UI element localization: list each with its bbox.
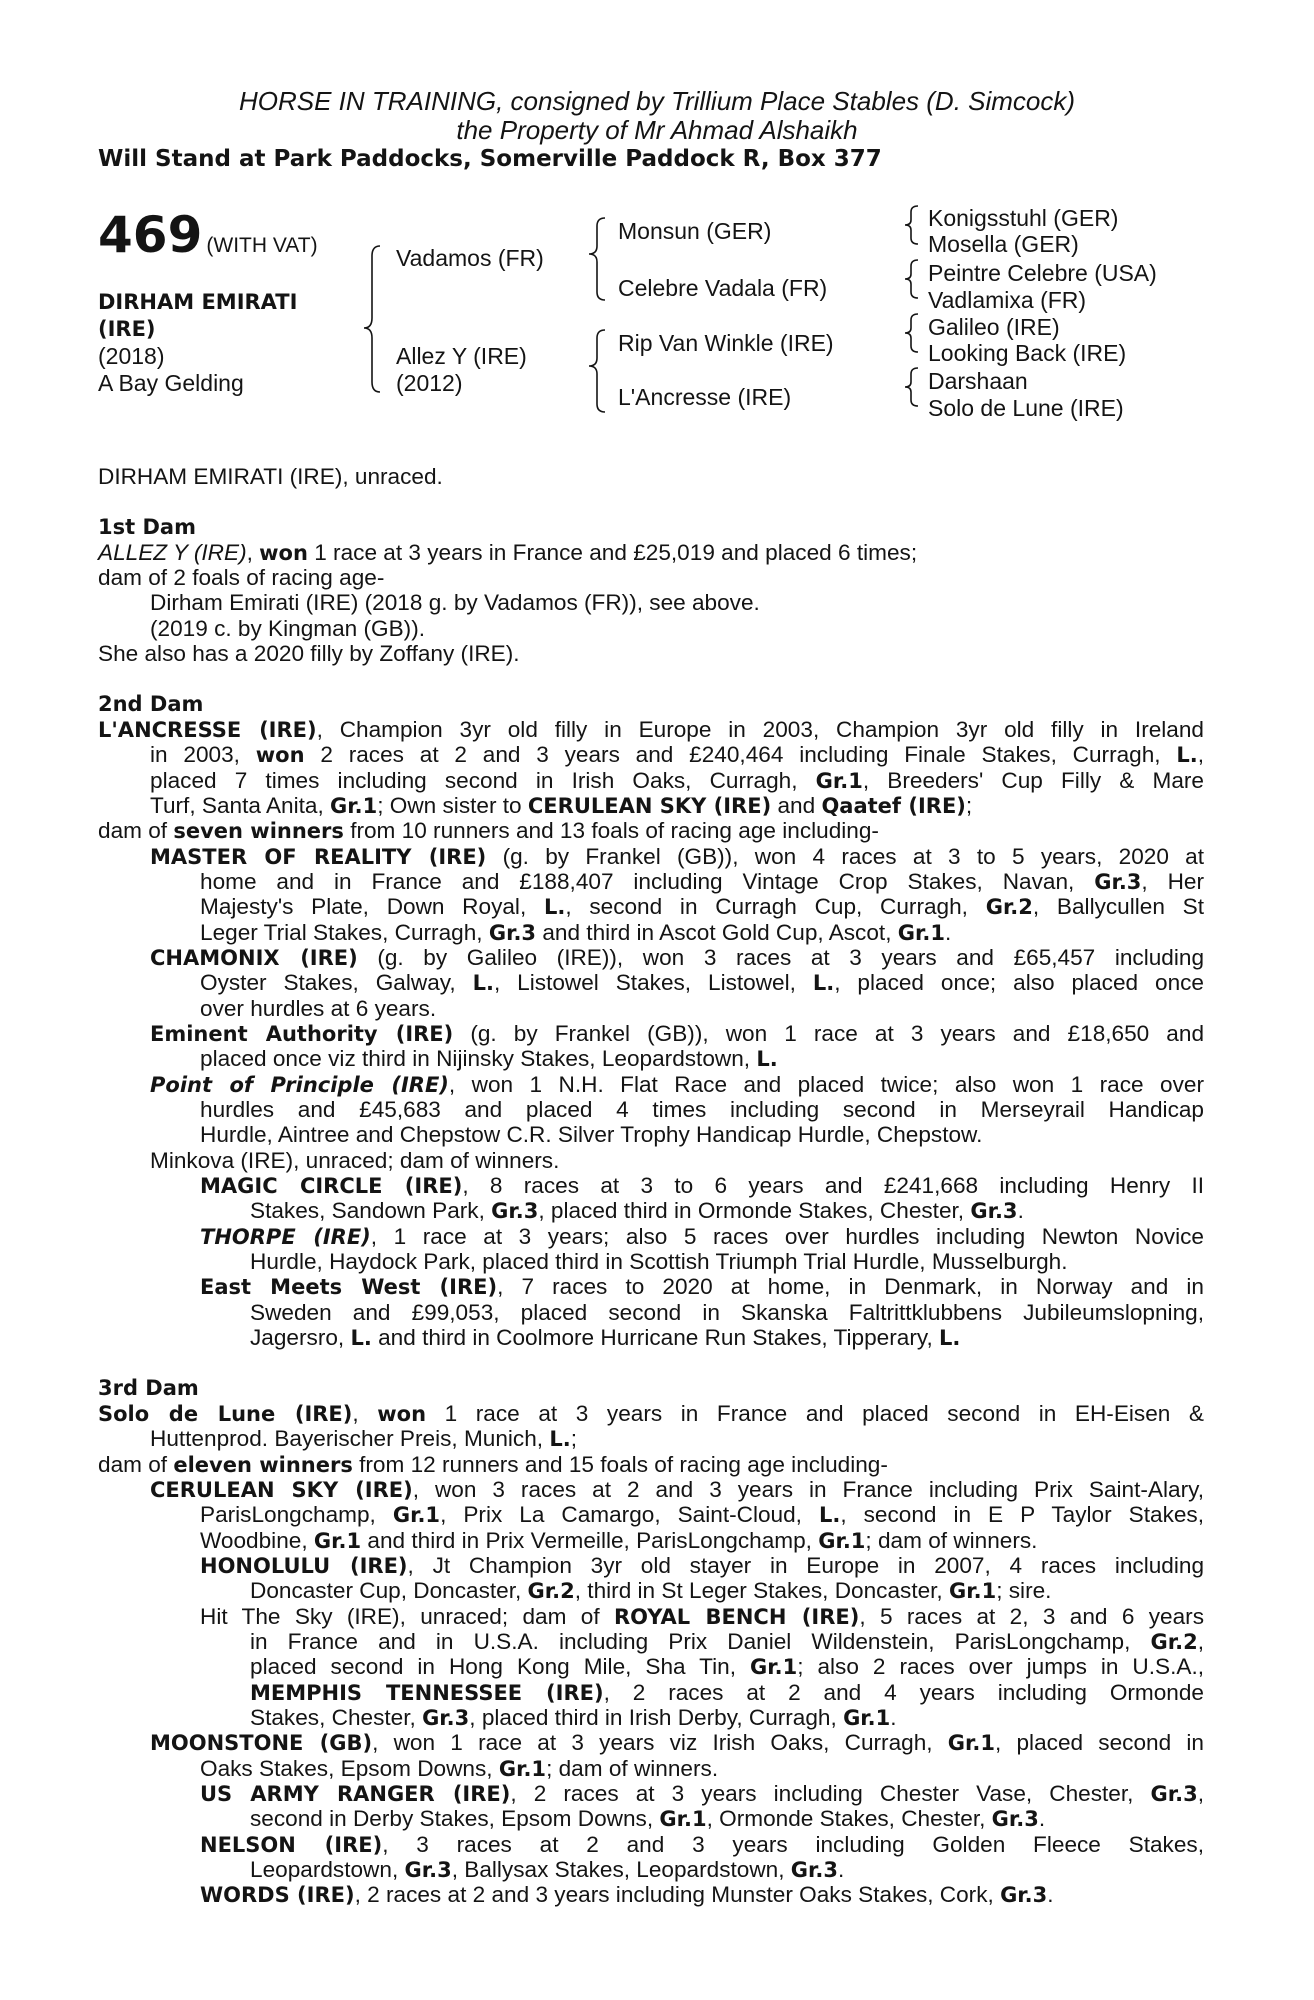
third-dam-record-2: Huttenprod. Bayerischer Preis, Munich, L.; bbox=[150, 1426, 577, 1451]
third-dam-heading: 3rd Dam bbox=[98, 1376, 199, 1400]
second-dam-line-3: placed 7 times including second in Irish Oaks, Curragh, Gr.1, Breeders' Cup Filly & Mare bbox=[150, 768, 1204, 793]
produce-eminent-authority-2: placed once viz third in Nijinsky Stakes, Leopardstown, L. bbox=[200, 1046, 778, 1071]
produce-hit-the-sky: Hit The Sky (IRE), unraced; dam of ROYAL BENCH (IRE), 5 races at 2, 3 and 6 years bbox=[200, 1604, 1205, 1629]
third-dam-record: Solo de Lune (IRE), won 1 race at 3 years in France and placed second in EH-Eisen & bbox=[98, 1401, 1204, 1426]
grandproduce-us-army-ranger: US ARMY RANGER (IRE), 2 races at 3 years including Chester Vase, Chester, Gr.3, bbox=[200, 1781, 1204, 1806]
produce-cerulean-sky-3: Woodbine, Gr.1 and third in Prix Vermeille, ParisLongchamp, Gr.1; dam of winners. bbox=[200, 1528, 1038, 1553]
lot-number: 469 bbox=[98, 206, 203, 264]
horse-name-line1: DIRHAM EMIRATI bbox=[98, 290, 298, 314]
produce-chamonix-2: Oyster Stakes, Galway, L., Listowel Stakes, Listowel, L., placed once; also placed once bbox=[200, 970, 1204, 995]
grandproduce-east-meets-west: East Meets West (IRE), 7 races to 2020 at home, in Denmark, in Norway and in bbox=[200, 1274, 1204, 1299]
produce-master-of-reality-2: home and in France and £188,407 including Vintage Crop Stakes, Navan, Gr.3, Her bbox=[200, 869, 1204, 894]
horse-name-line2: (IRE) bbox=[98, 317, 156, 341]
grandproduce-honolulu-2: Doncaster Cup, Doncaster, Gr.2, third in St Leger Stakes, Doncaster, Gr.1; sire. bbox=[250, 1578, 1052, 1603]
pedigree-sire-sire: Monsun (GER) bbox=[618, 218, 772, 244]
produce-chamonix-3: over hurdles at 6 years. bbox=[200, 996, 437, 1021]
grandproduce-nelson-2: Leopardstown, Gr.3, Ballysax Stakes, Leopardstown, Gr.3. bbox=[250, 1857, 845, 1882]
grandproduce-memphis-tennessee-2: Stakes, Chester, Gr.3, placed third in Irish Derby, Curragh, Gr.1. bbox=[250, 1705, 897, 1730]
produce-master-of-reality-4: Leger Trial Stakes, Curragh, Gr.3 and third in Ascot Gold Cup, Ascot, Gr.1. bbox=[200, 920, 952, 945]
produce-cerulean-sky: CERULEAN SKY (IRE), won 3 races at 2 and 3 years in France including Prix Saint-Alary, bbox=[150, 1477, 1204, 1502]
produce-point-of-principle: Point of Principle (IRE), won 1 N.H. Flat Race and placed twice; also won 1 race over bbox=[150, 1072, 1204, 1097]
pedigree-sire-dam: Celebre Vadala (FR) bbox=[618, 275, 828, 301]
grandproduce-words: WORDS (IRE), 2 races at 2 and 3 years including Munster Oaks Stakes, Cork, Gr.3. bbox=[200, 1882, 1054, 1907]
first-dam-foals: dam of 2 foals of racing age- bbox=[98, 565, 385, 590]
grandproduce-thorpe: THORPE (IRE), 1 race at 3 years; also 5 races over hurdles including Newton Novice bbox=[200, 1224, 1204, 1249]
second-dam-record: L'ANCRESSE (IRE), Champion 3yr old filly in Europe in 2003, Champion 3yr old filly in Ireland bbox=[98, 717, 1204, 742]
grandproduce-nelson: NELSON (IRE), 3 races at 2 and 3 years including Golden Fleece Stakes, bbox=[200, 1832, 1204, 1857]
consignor-line: HORSE IN TRAINING, consigned by Trillium Place Stables (D. Simcock) bbox=[238, 86, 1076, 116]
pedigree-dam-year: (2012) bbox=[396, 370, 463, 396]
grandproduce-memphis-tennessee: MEMPHIS TENNESSEE (IRE), 2 races at 2 and 4 years including Ormonde bbox=[250, 1680, 1205, 1705]
first-dam-record: ALLEZ Y (IRE), won 1 race at 3 years in France and £25,019 and placed 6 times; bbox=[98, 540, 918, 565]
first-dam-heading: 1st Dam bbox=[98, 515, 196, 539]
produce-point-of-principle-2: hurdles and £45,683 and placed 4 times including second in Merseyrail Handicap bbox=[200, 1097, 1204, 1122]
produce-minkova: Minkova (IRE), unraced; dam of winners. bbox=[150, 1148, 560, 1173]
pedigree-sire: Vadamos (FR) bbox=[396, 245, 544, 271]
second-dam-heading: 2nd Dam bbox=[98, 692, 204, 716]
produce-moonstone: MOONSTONE (GB), won 1 race at 3 years viz Irish Oaks, Curragh, Gr.1, placed second in bbox=[150, 1730, 1204, 1755]
produce-moonstone-2: Oaks Stakes, Epsom Downs, Gr.1; dam of winners. bbox=[200, 1756, 719, 1781]
first-dam-note: She also has a 2020 filly by Zoffany (IRE). bbox=[98, 641, 520, 666]
second-dam-line-2: in 2003, won 2 races at 2 and 3 years and £240,464 including Finale Stakes, Curragh, L., bbox=[150, 742, 1205, 767]
first-dam-produce-1: Dirham Emirati (IRE) (2018 g. by Vadamos (FR)), see above. bbox=[150, 590, 760, 615]
produce-eminent-authority: Eminent Authority (IRE) (g. by Frankel (GB)), won 1 race at 3 years and £18,650 and bbox=[150, 1021, 1205, 1046]
grandproduce-thorpe-2: Hurdle, Haydock Park, placed third in Scottish Triumph Trial Hurdle, Musselburgh. bbox=[250, 1249, 1068, 1274]
grandproduce-east-meets-west-3: Jagersro, L. and third in Coolmore Hurricane Run Stakes, Tipperary, L. bbox=[250, 1325, 961, 1350]
produce-hit-the-sky-3: placed second in Hong Kong Mile, Sha Tin, Gr.1; also 2 races over jumps in U.S.A., bbox=[250, 1654, 1204, 1679]
first-dam-produce-2: (2019 c. by Kingman (GB)). bbox=[150, 616, 425, 641]
race-record: DIRHAM EMIRATI (IRE), unraced. bbox=[98, 464, 443, 489]
property-line: the Property of Mr Ahmad Alshaikh bbox=[456, 115, 858, 145]
pedigree-dss: Galileo (IRE) bbox=[928, 314, 1060, 340]
produce-master-of-reality-3: Majesty's Plate, Down Royal, L., second in Curragh Cup, Curragh, Gr.2, Ballycullen St bbox=[200, 894, 1204, 919]
grandproduce-honolulu: HONOLULU (IRE), Jt Champion 3yr old stayer in Europe in 2007, 4 races including bbox=[200, 1553, 1205, 1578]
second-dam-line-4: Turf, Santa Anita, Gr.1; Own sister to CERULEAN SKY (IRE) and Qaatef (IRE); bbox=[150, 793, 973, 818]
pedigree-ddd: Solo de Lune (IRE) bbox=[928, 395, 1124, 421]
pedigree-dam: Allez Y (IRE) bbox=[396, 343, 527, 369]
pedigree-dds: Darshaan bbox=[928, 368, 1028, 394]
second-dam-produce-summary: dam of seven winners from 10 runners and 13 foals of racing age including- bbox=[98, 818, 879, 843]
grandproduce-magic-circle-2: Stakes, Sandown Park, Gr.3, placed third in Ormonde Stakes, Chester, Gr.3. bbox=[250, 1198, 1024, 1223]
pedigree-sdd: Vadlamixa (FR) bbox=[928, 287, 1087, 313]
produce-chamonix: CHAMONIX (IRE) (g. by Galileo (IRE)), won 3 races at 3 years and £65,457 including bbox=[150, 945, 1205, 970]
pedigree-ssd: Mosella (GER) bbox=[928, 231, 1079, 257]
produce-point-of-principle-3: Hurdle, Aintree and Chepstow C.R. Silver Trophy Handicap Hurdle, Chepstow. bbox=[200, 1122, 983, 1147]
produce-hit-the-sky-2: in France and in U.S.A. including Prix Daniel Wildenstein, ParisLongchamp, Gr.2, bbox=[250, 1629, 1204, 1654]
pedigree-dsd: Looking Back (IRE) bbox=[928, 340, 1127, 366]
pedigree-dam-sire: Rip Van Winkle (IRE) bbox=[618, 330, 834, 356]
grandproduce-us-army-ranger-2: second in Derby Stakes, Epsom Downs, Gr.1, Ormonde Stakes, Chester, Gr.3. bbox=[250, 1806, 1046, 1831]
pedigree-sds: Peintre Celebre (USA) bbox=[928, 260, 1157, 286]
stand-location: Will Stand at Park Paddocks, Somerville Paddock R, Box 377 bbox=[98, 146, 882, 172]
pedigree-sss: Konigsstuhl (GER) bbox=[928, 205, 1119, 231]
third-dam-produce-summary: dam of eleven winners from 12 runners and 15 foals of racing age including- bbox=[98, 1452, 888, 1477]
grandproduce-east-meets-west-2: Sweden and £99,053, placed second in Skanska Faltrittklubbens Jubileumslopning, bbox=[250, 1300, 1204, 1325]
pedigree-dam-dam: L'Ancresse (IRE) bbox=[618, 384, 792, 410]
produce-master-of-reality: MASTER OF REALITY (IRE) (g. by Frankel (GB)), won 4 races at 3 to 5 years, 2020 at bbox=[150, 844, 1205, 869]
vat-label: (WITH VAT) bbox=[206, 234, 318, 257]
grandproduce-magic-circle: MAGIC CIRCLE (IRE), 8 races at 3 to 6 years and £241,668 including Henry II bbox=[200, 1173, 1204, 1198]
horse-description: A Bay Gelding bbox=[98, 370, 244, 396]
horse-year: (2018) bbox=[98, 343, 165, 369]
produce-cerulean-sky-2: ParisLongchamp, Gr.1, Prix La Camargo, Saint-Cloud, L., second in E P Taylor Stakes, bbox=[200, 1502, 1205, 1527]
